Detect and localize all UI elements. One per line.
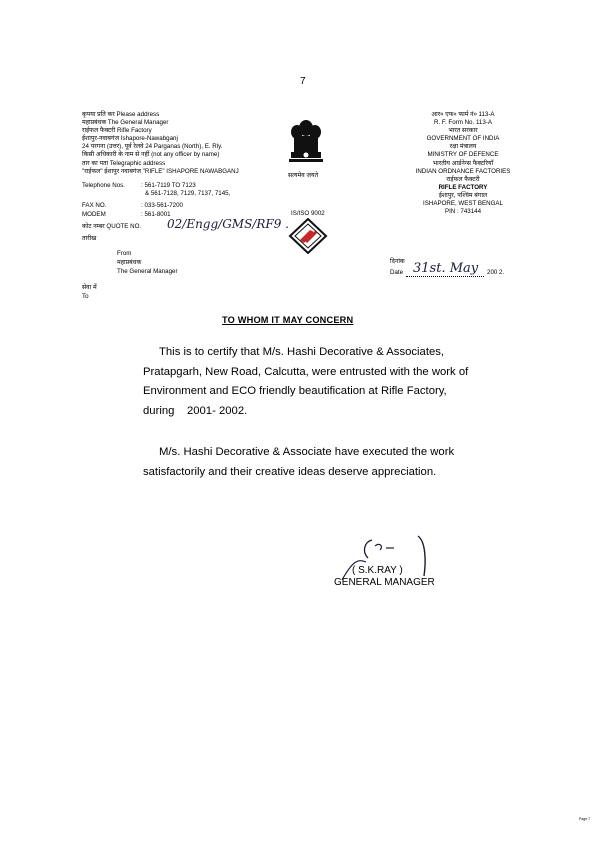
date-label: Date xyxy=(390,269,404,276)
ministry-hindi: रक्षा मंत्रालय xyxy=(449,143,477,151)
address-line-5: 24 परगना (उत्तर), पूर्व रेलवे 24 Parganas (North), E. Rly. xyxy=(82,143,223,151)
ofb-logo-icon xyxy=(288,218,328,254)
address-line-1: कृपया प्रति कर Please address xyxy=(82,111,160,118)
quote-label: कोट नम्बर QUOTE NO. xyxy=(82,223,142,230)
iso-certification: IS/ISO 9002 xyxy=(291,210,325,217)
emblem-motto: सत्यमेव जयते xyxy=(288,172,319,179)
govt-hindi: भारत सरकार xyxy=(448,127,478,135)
quote-number-handwritten: 02/Engg/GMS/RF9 . xyxy=(167,217,289,231)
signatory-title: GENERAL MANAGER xyxy=(334,577,435,588)
from-label: From xyxy=(117,250,132,257)
govt-english: GOVERNMENT OF INDIA xyxy=(426,135,500,143)
right-letterhead xyxy=(383,111,543,216)
telephone-value-2: & 561-7128, 7129, 7137, 7145, xyxy=(145,190,231,197)
paragraph-1-line-1: This is to certify that M/s. Hashi Decorative & Associates, xyxy=(159,346,445,358)
ministry-english: MINISTRY OF DEFENCE xyxy=(427,151,499,159)
address-line-4: ईशापुर-नवाबगंज Ishapore-Nawabganj xyxy=(82,135,178,143)
from-general-manager: The General Manager xyxy=(117,268,178,275)
dinank-label: दिनांक xyxy=(390,258,405,265)
rifle-factory-hindi: राईफल फैक्टरी xyxy=(446,175,480,183)
signatory-name: ( S.K.RAY ) xyxy=(352,565,403,576)
left-letterhead xyxy=(82,111,239,176)
to-label: To xyxy=(82,293,89,300)
paragraph-2-line-2: satisfactorily and their creative ideas deserve appreciation. xyxy=(143,465,437,478)
paragraph-1-line-4: during 2001- 2002. xyxy=(143,404,248,417)
date-handwritten: 31st. May xyxy=(413,261,479,276)
paragraph-2-line-1: M/s. Hashi Decorative & Associate have executed the work xyxy=(159,446,455,458)
address-line-2: महाप्रबंधक The General Manager xyxy=(82,119,169,127)
address-line-7: तार का पता Telegraphic address xyxy=(82,159,166,167)
date-underline xyxy=(406,276,484,277)
date-year: 200 2. xyxy=(487,269,505,276)
seva-label: सेवा में xyxy=(82,284,97,291)
iof-hindi: भारतीय आर्डनेन्स फैक्टरियाँ xyxy=(432,159,494,167)
modem-label: MODEM xyxy=(82,211,106,218)
form-no-hindi: आर० एफ० फार्म नं० 113-A xyxy=(431,111,495,118)
pin-code: PIN : 743144 xyxy=(444,208,482,216)
location-hindi: ईशापुर, पश्चिम बंगाल xyxy=(438,191,488,199)
location-english: ISHAPORE, WEST BENGAL xyxy=(423,200,503,208)
paragraph-1-line-3: Environment and ECO friendly beautification at Rifle Factory, xyxy=(143,385,447,398)
address-line-3: राईफल फैक्टरी Rifle Factory xyxy=(82,127,152,135)
fax-label: FAX NO. xyxy=(82,202,107,209)
modem-value: : 561-8001 xyxy=(141,211,171,218)
address-line-6: किसी अधिकारी के नाम से नहीं (not any officer by name) xyxy=(82,151,220,159)
footer-page-label: Page 7 xyxy=(579,817,591,821)
state-emblem-icon xyxy=(287,118,325,170)
paragraph-1 xyxy=(143,343,469,421)
address-line-8: "राईफल" ईशापुर नवाबगंज "RIFLE" ISHAPORE NAWABGANJ xyxy=(82,167,239,175)
iof-english: INDIAN ORDNANCE FACTORIES xyxy=(415,167,511,175)
from-hindi: महाप्रबंधक xyxy=(117,259,142,266)
paragraph-2 xyxy=(143,443,455,482)
page-number: 7 xyxy=(300,76,306,87)
document-heading: TO WHOM IT MAY CONCERN xyxy=(222,315,354,325)
fax-value: : 033-561-7200 xyxy=(141,202,183,209)
paragraph-1-line-2: Pratapgarh, New Road, Calcutta, were entrusted with the work of xyxy=(143,365,469,378)
rifle-factory-english: RIFLE FACTORY xyxy=(438,183,488,191)
form-no: R. F. Form No. 113-A xyxy=(434,119,492,127)
tarikh-label: तारीख xyxy=(82,235,97,242)
telephone-value-1: : 561-7119 TO 7123 xyxy=(141,182,196,189)
telephone-label: Telephone Nos. xyxy=(82,182,125,189)
